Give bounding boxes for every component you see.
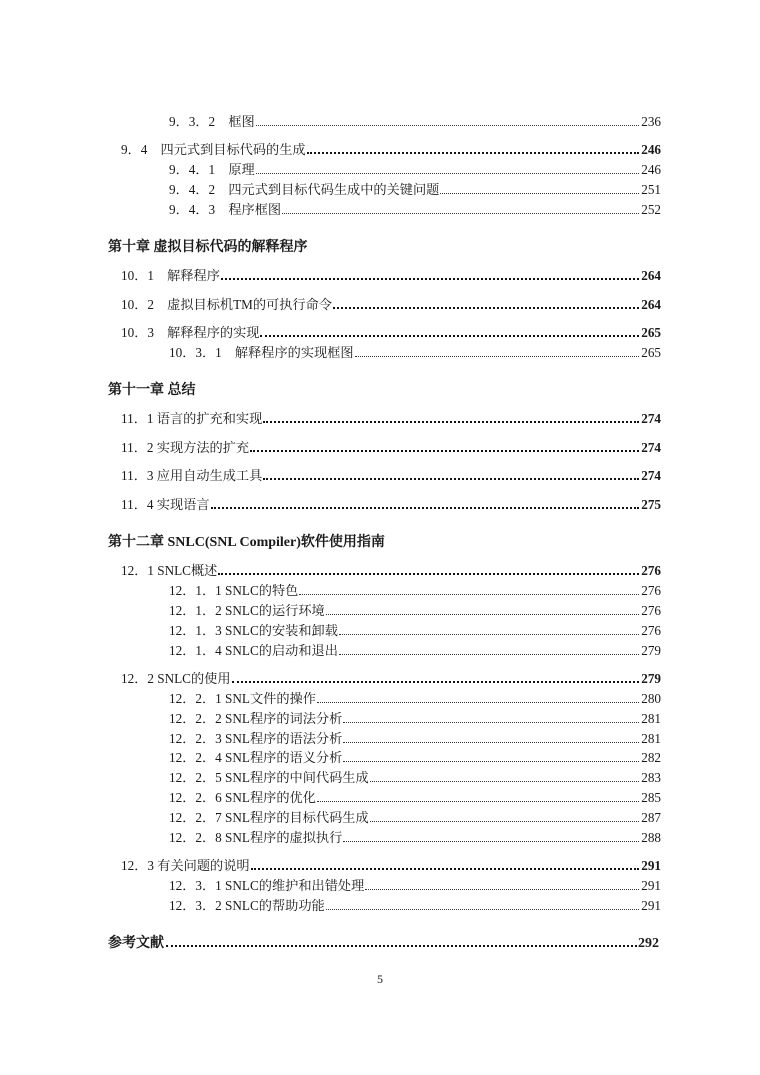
toc-entry-title: 11．4 实现语言 [121, 497, 210, 512]
toc-entry-page: 283 [641, 770, 661, 785]
toc-entry [169, 878, 661, 894]
leader-dots [263, 477, 639, 480]
toc-entry-page: 291 [641, 858, 661, 873]
toc-entry [169, 830, 661, 846]
leader-dots [326, 613, 640, 615]
toc-entry-title: 12．2．1 SNL文件的操作 [169, 691, 316, 706]
page-number: 5 [377, 972, 383, 986]
leader-dots [282, 212, 639, 214]
leader-dots [256, 172, 640, 174]
toc-entry-page: 274 [641, 411, 661, 426]
toc-entry-page: 280 [641, 691, 661, 706]
toc-entry-title: 12．2．8 SNL程序的虚拟执行 [169, 830, 343, 845]
toc-entry-title: 9．4．1 原理 [169, 162, 255, 177]
toc-entry-title: 10．1 解释程序 [121, 268, 220, 283]
toc-entry-title: 10．3．1 解释程序的实现框图 [169, 345, 354, 360]
references-page: 292 [638, 936, 659, 951]
toc-entry-title: 12．2．4 SNL程序的语义分析 [169, 750, 343, 765]
toc-entry-title: 12．1．3 SNLC的安装和卸载 [169, 623, 338, 638]
toc-entry-page: 281 [641, 731, 661, 746]
leader-dots [260, 334, 639, 337]
toc-entry [169, 711, 661, 727]
toc-entry-page: 264 [641, 268, 661, 283]
leader-dots [256, 124, 640, 126]
leader-dots [307, 151, 640, 154]
toc-entry-title: 12．2．2 SNL程序的词法分析 [169, 711, 343, 726]
toc-entry [121, 268, 661, 284]
toc-entry [169, 583, 661, 599]
toc-entry-title: 12．2．7 SNL程序的目标代码生成 [169, 810, 369, 825]
toc-entry-title: 12．1．4 SNLC的启动和退出 [169, 643, 338, 658]
toc-entry [169, 114, 661, 130]
toc-entry-page: 252 [641, 202, 661, 217]
leader-dots [166, 944, 637, 947]
toc-entry-title: 12．3．1 SNLC的维护和出错处理 [169, 878, 365, 893]
toc-entry [169, 162, 661, 178]
toc-entry [121, 563, 661, 579]
toc-entry-title: 12．2．5 SNL程序的中间代码生成 [169, 770, 369, 785]
references-title: 参考文献 [108, 936, 164, 951]
toc-entry [169, 623, 661, 639]
toc-entry [169, 345, 661, 361]
leader-dots [326, 908, 640, 910]
leader-dots [343, 741, 639, 743]
chapter-heading: 第十一章 总结 [108, 383, 196, 398]
toc-entry-title: 12．3．2 SNLC的帮助功能 [169, 898, 325, 913]
toc-entry-page: 265 [641, 345, 661, 360]
toc-entry-page: 236 [641, 114, 661, 129]
leader-dots [355, 355, 640, 357]
toc-entry-page: 291 [641, 878, 661, 893]
toc-entry-page: 274 [641, 440, 661, 455]
toc-entry-title: 12．2 SNLC的使用 [121, 671, 231, 686]
toc-entry [169, 750, 661, 766]
toc-entry-title: 9．4 四元式到目标代码的生成 [121, 142, 306, 157]
toc-entry-page: 282 [641, 750, 661, 765]
references-entry [108, 936, 659, 952]
toc-entry [169, 810, 661, 826]
toc-entry-title: 10．3 解释程序的实现 [121, 325, 260, 340]
toc-entry-page: 276 [641, 563, 661, 578]
toc-entry-page: 281 [641, 711, 661, 726]
toc-entry [121, 468, 661, 484]
toc-entry-title: 12．2．3 SNL程序的语法分析 [169, 731, 343, 746]
toc-entry [169, 770, 661, 786]
toc-entry-title: 12．3 有关问题的说明 [121, 858, 250, 873]
toc-entry-page: 288 [641, 830, 661, 845]
leader-dots [232, 680, 640, 683]
toc-entry [169, 643, 661, 659]
toc-entry [169, 790, 661, 806]
leader-dots [343, 760, 639, 762]
toc-entry-title: 11．3 应用自动生成工具 [121, 468, 263, 483]
toc-entry-title: 9．4．3 程序框图 [169, 202, 282, 217]
leader-dots [263, 420, 639, 423]
toc-entry [169, 603, 661, 619]
leader-dots [221, 277, 639, 280]
toc-entry-page: 246 [641, 142, 661, 157]
leader-dots [250, 449, 639, 452]
chapter-heading: 第十章 虚拟目标代码的解释程序 [108, 240, 308, 255]
toc-entry [121, 440, 661, 456]
toc-entry-title: 9．3．2 框图 [169, 114, 255, 129]
toc-entry-page: 279 [641, 671, 661, 686]
toc-entry-title: 12．1．2 SNLC的运行环境 [169, 603, 325, 618]
toc-entry [121, 142, 661, 158]
toc-entry-page: 264 [641, 297, 661, 312]
leader-dots [339, 633, 639, 635]
toc-entry [169, 202, 661, 218]
toc-entry-page: 276 [641, 623, 661, 638]
toc-entry-title: 12．2．6 SNL程序的优化 [169, 790, 316, 805]
toc-entry [121, 858, 661, 874]
toc-entry [121, 411, 661, 427]
leader-dots [370, 780, 640, 782]
toc-entry [121, 297, 661, 313]
toc-entry [169, 898, 661, 914]
toc-entry-page: 291 [641, 898, 661, 913]
toc-entry-page: 287 [641, 810, 661, 825]
leader-dots [317, 800, 639, 802]
toc-entry-page: 274 [641, 468, 661, 483]
leader-dots [343, 840, 639, 842]
toc-entry [121, 671, 661, 687]
leader-dots [218, 572, 639, 575]
toc-entry [169, 731, 661, 747]
toc-entry-page: 285 [641, 790, 661, 805]
leader-dots [211, 506, 640, 509]
toc-entry-page: 279 [641, 643, 661, 658]
toc-entry-page: 276 [641, 603, 661, 618]
leader-dots [365, 888, 639, 890]
toc-entry-title: 11．1 语言的扩充和实现 [121, 411, 263, 426]
toc-entry-title: 12．1 SNLC概述 [121, 563, 218, 578]
toc-entry [169, 182, 661, 198]
toc-entry-page: 265 [641, 325, 661, 340]
toc-entry-title: 11．2 实现方法的扩充 [121, 440, 250, 455]
toc-entry [169, 691, 661, 707]
toc-entry-title: 9．4．2 四元式到目标代码生成中的关键问题 [169, 182, 440, 197]
leader-dots [251, 867, 640, 870]
leader-dots [343, 721, 639, 723]
toc-entry-page: 275 [641, 497, 661, 512]
leader-dots [339, 653, 639, 655]
toc-entry [121, 497, 661, 513]
leader-dots [440, 192, 639, 194]
leader-dots [317, 701, 639, 703]
toc-entry-page: 276 [641, 583, 661, 598]
toc-entry-page: 246 [641, 162, 661, 177]
chapter-heading: 第十二章 SNLC(SNL Compiler)软件使用指南 [108, 535, 385, 550]
toc-entry-page: 251 [641, 182, 661, 197]
toc-entry [121, 325, 661, 341]
leader-dots [299, 593, 639, 595]
toc-entry-title: 12．1．1 SNLC的特色 [169, 583, 299, 598]
leader-dots [370, 820, 640, 822]
leader-dots [333, 306, 639, 309]
toc-entry-title: 10．2 虚拟目标机TM的可执行命令 [121, 297, 332, 312]
